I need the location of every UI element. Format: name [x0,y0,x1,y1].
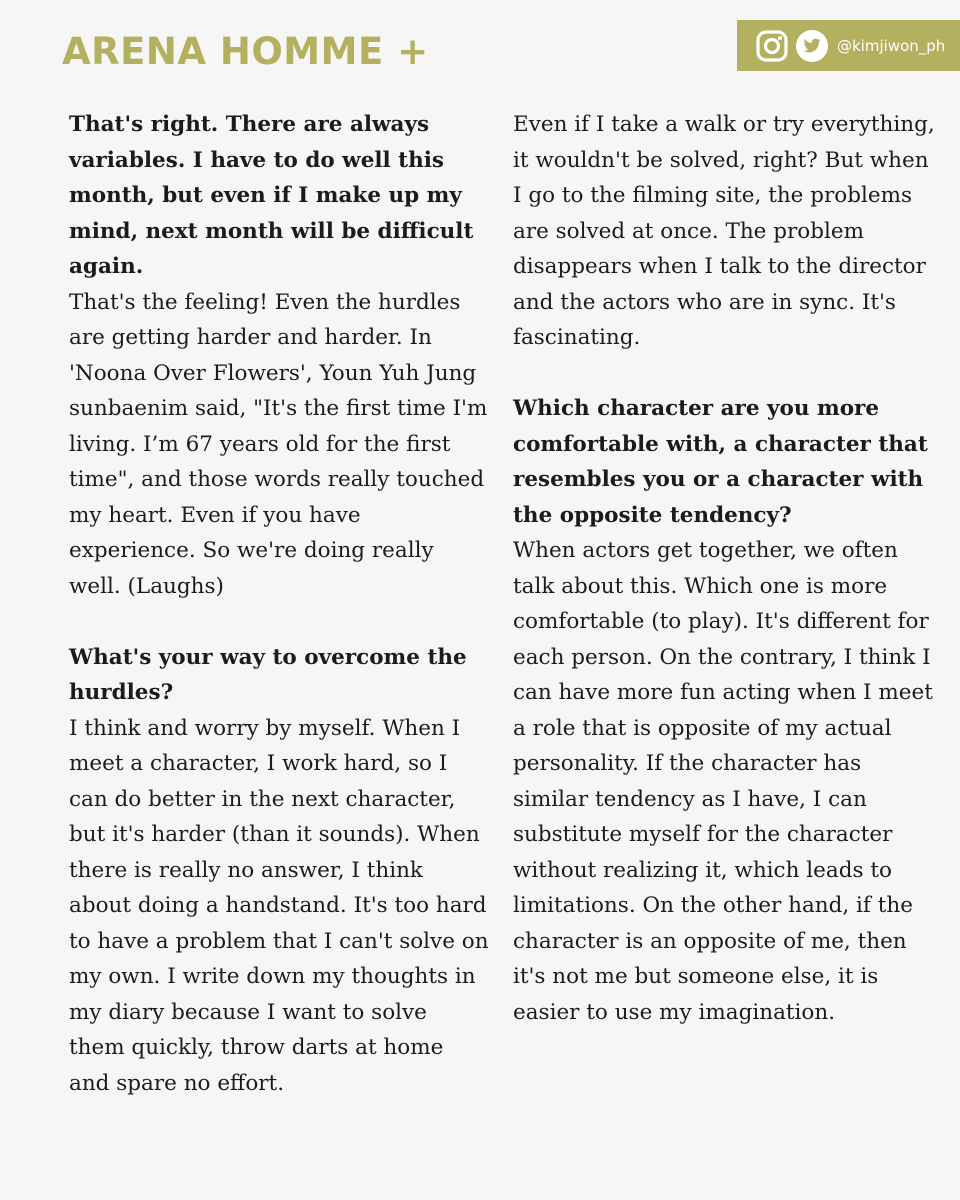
twitter-icon[interactable] [795,29,829,63]
magazine-title: ARENA HOMME + [62,30,429,73]
right-column [513,107,943,1030]
question-1: That's right. There are always variables. I have to do well this month, but even if I make up my mind, next month will be difficult again. [69,112,474,279]
social-handle[interactable]: @kimjiwon_ph [837,36,946,55]
answer-2: I think and worry by myself. When I meet a character, I work hard, so I can do better in the next character, but it's harder (than it sounds). When there is really no answer, I think about doing a handstand. It's too hard to have a problem that I can't solve on my own. I write down my thoughts in my diary because I want to solve them quickly, throw darts at home and spare no effort. [69,715,489,1096]
answer-2-continued: Even if I take a walk or try everything, it wouldn't be solved, right? But when I go to the filming site, the problems are solved at once. The problem disappears when I talk to the director and the actors who are in sync. It's fascinating. [513,112,935,350]
question-3: Which character are you more comfortable with, a character that resembles you or a character with the opposite tendency? [513,396,928,528]
instagram-icon[interactable] [755,29,789,63]
social-handle-bar[interactable] [737,20,960,71]
question-2: What's your way to overcome the hurdles? [69,644,467,705]
paragraph-spacer [513,356,943,392]
answer-1: That's the feeling! Even the hurdles are getting harder and harder. In 'Noona Over Flowers', Youn Yuh Jung sunbaenim said, "It's the first time I'm living. I’m 67 years old for the first time", and those words really touched my heart. Even if you have experience. So we're doing really well. (Laughs) [69,289,488,599]
answer-3: When actors get together, we often talk about this. Which one is more comfortable (to play). It's different for each person. On the contrary, I think I can have more fun acting when I meet a role that is opposite of my actual personality. If the character has similar tendency as I have, I can substitute myself for the character without realizing it, which leads to limitations. On the other hand, if the character is an opposite of me, then it's not me but someone else, it is easier to use my imagination. [513,538,933,1025]
left-column [69,107,489,1101]
paragraph-spacer [69,604,489,640]
